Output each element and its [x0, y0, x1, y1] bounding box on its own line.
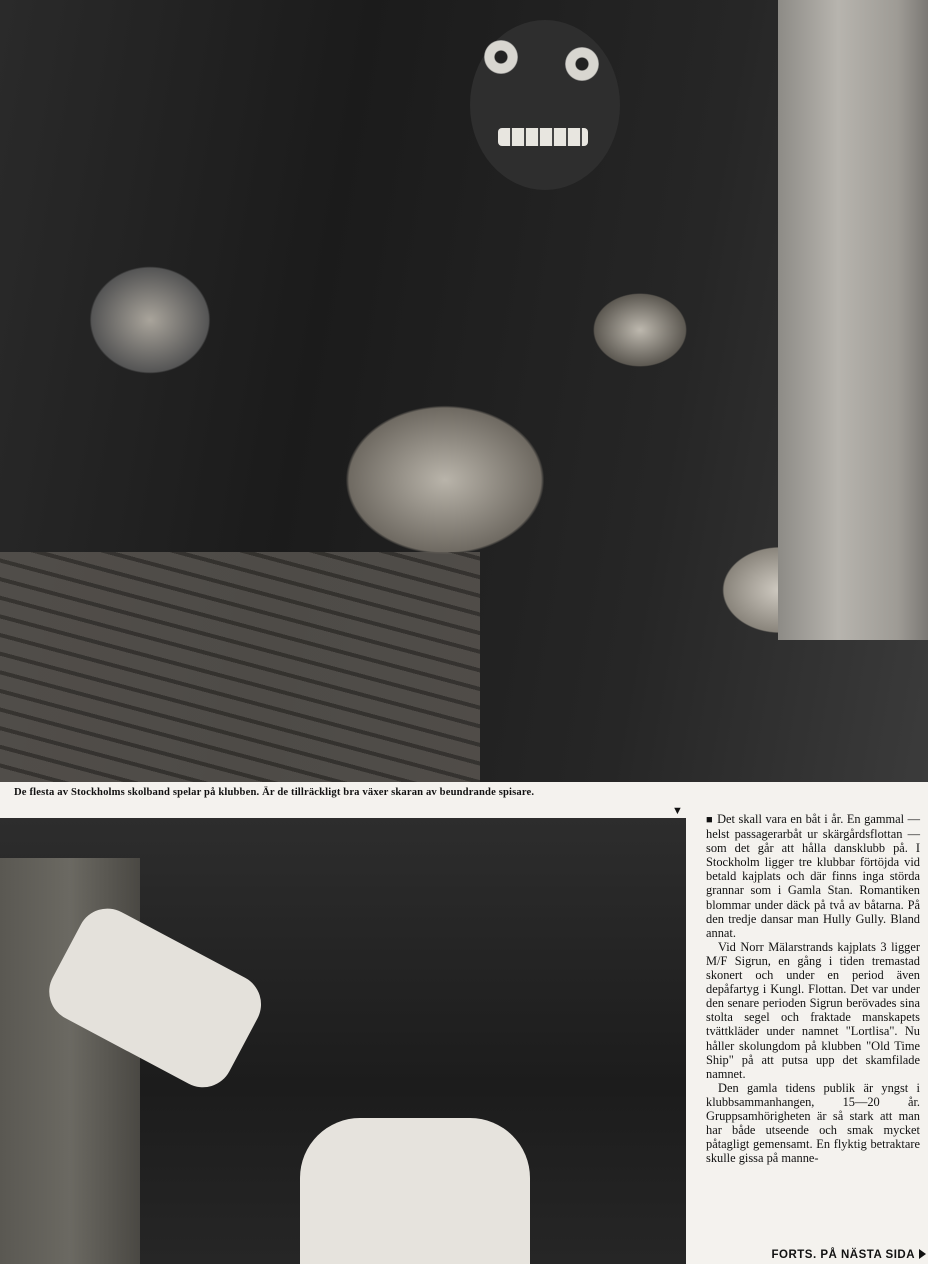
mask-mouth — [498, 128, 588, 146]
article-column — [706, 812, 920, 1165]
photo-bottom — [0, 818, 686, 1264]
continued-note: FORTS. PÅ NÄSTA SIDA — [771, 1249, 926, 1261]
photo-curtain — [778, 0, 928, 640]
mask-eye-right — [565, 47, 599, 81]
photo-caption: De flesta av Stockholms skolband spelar på klubben. Är de tillräckligt bra växer skaran av beundrande spisare. — [14, 787, 535, 798]
caption-arrow-icon: ▼ — [672, 805, 683, 817]
article-paragraph-2: Vid Norr Mälarstrands kajplats 3 ligger M/F Sigrun, en gång i tiden tremastad skonert och under en period även depåfartyg i Kungl. Flottan. Det var under den senare perioden Sigrun berövades sina stolta segel och fraktade manskapets tvättkläder under namnet "Lortlisa". Nu håller skolungdom på klubben "Old Time Ship" på att putsa upp det skamfilade namnet. — [706, 939, 920, 1081]
photo-floor — [0, 552, 480, 782]
mask-eye-left — [484, 40, 518, 74]
article-paragraph-3: Den gamla tidens publik är yngst i klubbsammanhangen, 15—20 år. Gruppsamhörigheten är så stark att man har både utseende och smak mycket påtagligt gemensamt. En flyktig betraktare skulle gissa på manne- — [706, 1080, 920, 1166]
photo-trumpet-player — [300, 1118, 530, 1264]
bullet-icon: ■ — [706, 814, 714, 826]
continue-arrow-icon — [919, 1249, 926, 1259]
article-paragraph-1: ■ Det skall vara en båt i år. En gammal — helst passagerarbåt ur skärgårdsflottan — som det går att hålla dansklubb på. I Stockholm ligger tre klubbar förtöjda vid betald kajplats och där finns inga störda grannar som i Gamla Stan. Romantiken blommar under däck på två av båtarna. På den tredje dansar man Hully Gully. Bland annat. — [706, 812, 920, 940]
